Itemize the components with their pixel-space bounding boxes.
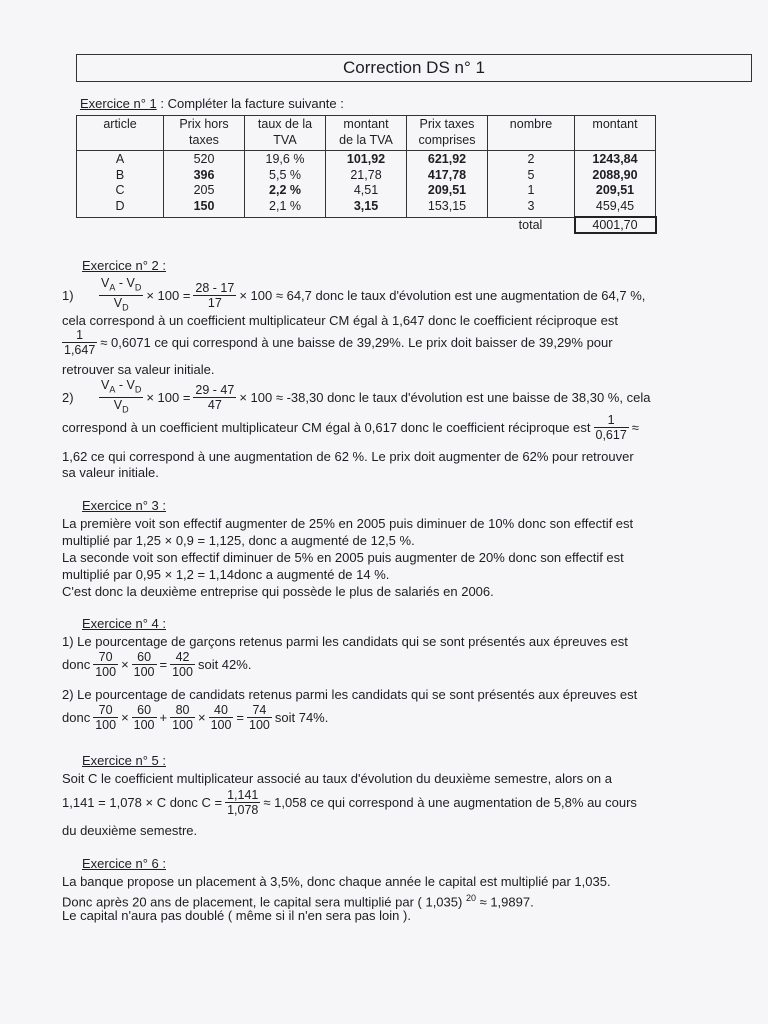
ex5-line1: Soit C le coefficient multiplicateur associé au taux d'évolution du deuxième semestre, alors on a [62, 771, 612, 786]
variation-fraction: $\frac{V_A - V_D}{V_D}$ [101, 378, 142, 414]
ex2-part1-line3: ≈ 0,6071 ce qui correspond à une baisse de 39,29%. Le prix doit baisser de 39,29% pour [100, 335, 613, 350]
col-montant-tva: 101,92 21,78 4,51 3,15 [326, 151, 407, 218]
part-label: 2) [62, 389, 74, 405]
ex2-part2-line2 [62, 413, 639, 442]
exercise-3-heading: Exercice n° 3 : [82, 498, 166, 513]
ex2-part2-result: × 100 ≈ -38,30 donc le taux d'évolution est une baisse de 38,30 %, cela [239, 389, 651, 405]
header-prix-ht: Prix hors taxes [164, 116, 245, 151]
col-nombre: 2 5 1 3 [488, 151, 575, 218]
table-header-row [77, 116, 656, 151]
header-prix-ttc: Prix taxes comprises [407, 116, 488, 151]
ex4-part1-line1: 1) Le pourcentage de garçons retenus parmi les candidats qui se sont présentés aux épreuves est [62, 634, 628, 649]
total-value: 4001,70 [575, 217, 656, 233]
header-nombre: nombre [488, 116, 575, 151]
variation-fraction: $\frac{V_A - V_D}{V_D}$ [101, 276, 142, 312]
ex2-part1-result: × 100 ≈ 64,7 donc le taux d'évolution est une augmentation de 64,7 %, [239, 287, 646, 303]
exercise-5-heading: Exercice n° 5 : [82, 753, 166, 768]
table-row [77, 151, 656, 218]
page-title: Correction DS n° 1 [76, 54, 752, 82]
reciprocal-fraction: $\frac{1}{0,617}$ [595, 413, 627, 442]
ex2-part2-line4: sa valeur initiale. [62, 465, 159, 480]
ex6-line3: Le capital n'aura pas doublé ( même si il n'en sera pas loin ). [62, 908, 411, 923]
ex3-line: La seconde voit son effectif diminuer de 5% en 2005 puis augmenter de 20% donc son effectif est [62, 550, 624, 565]
exercise-2-heading: Exercice n° 2 : [82, 258, 166, 273]
header-taux: taux de la TVA [245, 116, 326, 151]
ex3-line: multiplié par 0,95 × 1,2 = 1,14donc a augmenté de 14 %. [62, 567, 390, 582]
ex3-line: C'est donc la deuxième entreprise qui possède le plus de salariés en 2006. [62, 584, 494, 599]
ex4-part1-formula: donc $\frac{70}{100}$ × $\frac{60}{100}$ = $\frac{42}{100}$ soit 42%. [62, 650, 252, 679]
ex3-line: multiplié par 1,25 × 0,9 = 1,125, donc a augmenté de 12,5 %. [62, 533, 415, 548]
total-row [77, 217, 656, 233]
exercise-6-heading: Exercice n° 6 : [82, 856, 166, 871]
col-montant: 1243,84 2088,90 209,51 459,45 [575, 151, 656, 218]
ex4-part2-formula: donc $\frac{70}{100}$ × $\frac{60}{100}$ + $\frac{80}{100}$ × $\frac{40}{100}$ = $\frac{74}{100}$ soit 74%. [62, 703, 329, 732]
col-taux: 19,6 % 5,5 % 2,2 % 2,1 % [245, 151, 326, 218]
col-prix-ht: 520 396 205 150 [164, 151, 245, 218]
header-montant-tva: montant de la TVA [326, 116, 407, 151]
numeric-fraction: $\frac{28 - 17}{17}$ [195, 280, 235, 310]
part-label: 1) [62, 287, 74, 303]
header-article: article [77, 116, 164, 151]
times-100: × 100 = [146, 287, 191, 303]
ex2-part1-reciprocal [62, 328, 613, 357]
ex6-line2: Donc après 20 ans de placement, le capital sera multiplié par ( 1,035) $^{20}$ ≈ 1,9897. [62, 893, 534, 910]
header-montant: montant [575, 116, 656, 151]
ex2-part2-line3: 1,62 ce qui correspond à une augmentation de 62 %. Le prix doit augmenter de 62% pour retrouver [62, 449, 634, 464]
numeric-fraction: $\frac{29 - 47}{47}$ [195, 382, 235, 412]
approx-sign: ≈ [631, 420, 639, 435]
times-100: × 100 = [146, 389, 191, 405]
ex5-line3: du deuxième semestre. [62, 823, 198, 838]
ex2-part2-formula [62, 378, 650, 416]
ex4-part2-line1: 2) Le pourcentage de candidats retenus parmi les candidats qui se sont présentés aux épreuves est [62, 687, 638, 702]
reciprocal-fraction: $\frac{1}{1,647}$ [64, 328, 96, 357]
ex5-formula: 1,141 = 1,078 × C donc C = $\frac{1,141}{1,078}$ ≈ 1,058 ce qui correspond à une augmentation de 5,8% au cours [62, 788, 637, 817]
ex2-part1-line4: retrouver sa valeur initiale. [62, 362, 215, 377]
total-label: total [518, 217, 543, 232]
exercise-4-heading: Exercice n° 4 : [82, 616, 166, 631]
col-prix-ttc: 621,92 417,78 209,51 153,15 [407, 151, 488, 218]
col-articles: A B C D [77, 151, 164, 218]
exercise-1-header [80, 95, 344, 112]
exercise-1-instruction: : Compléter la facture suivante : [156, 96, 344, 111]
ex2-part2-text: correspond à un coefficient multiplicateur CM égal à 0,617 donc le coefficient réciproque est [62, 420, 591, 435]
ex2-part1-formula [62, 276, 645, 314]
ex2-part1-line2: cela correspond à un coefficient multiplicateur CM égal à 1,647 donc le coefficient réciproque est [62, 313, 618, 328]
ex3-line: La première voit son effectif augmenter de 25% en 2005 puis diminuer de 10% donc son effectif est [62, 516, 634, 531]
ex6-line1: La banque propose un placement à 3,5%, donc chaque année le capital est multiplié par 1,035. [62, 874, 611, 889]
exercise-1-heading: Exercice n° 1 [80, 96, 157, 111]
invoice-table [76, 115, 657, 234]
